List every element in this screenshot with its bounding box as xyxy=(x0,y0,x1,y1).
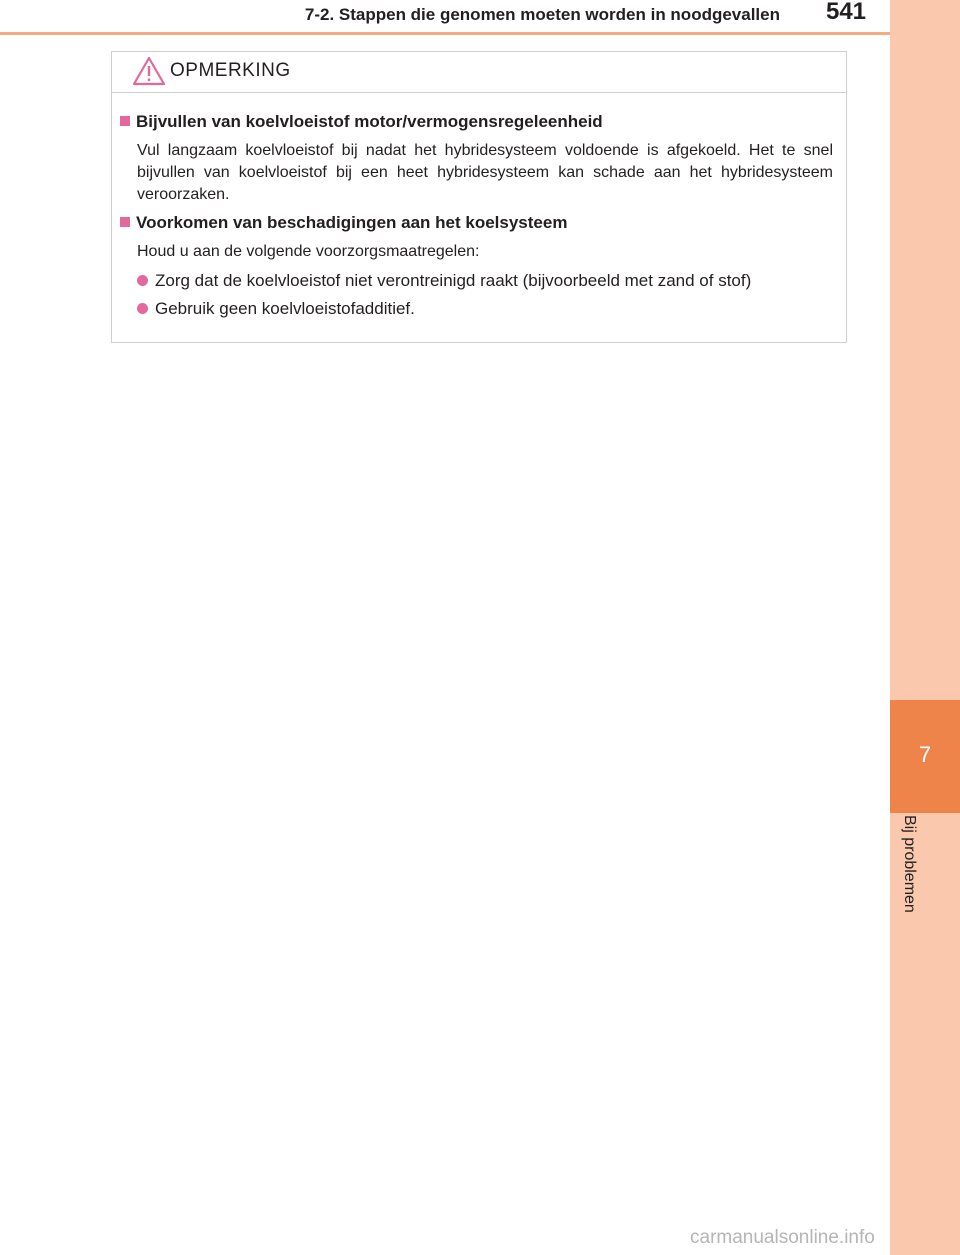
watermark: carmanualsonline.info xyxy=(690,1227,875,1248)
square-bullet-icon xyxy=(120,116,130,126)
section-paragraph: Vul langzaam koelvloeistof bij nadat het hybridesysteem voldoende is afgekoeld. Het te snel bijvullen van koelvloeistof bij een heet hybridesysteem kan schade aan het hybridesysteem veroorzaken. xyxy=(137,142,833,203)
notice-box xyxy=(111,51,847,343)
notice-title: OPMERKING xyxy=(170,60,291,81)
chapter-label: Bij problemen xyxy=(901,815,918,913)
section-heading xyxy=(120,111,603,133)
warning-triangle-icon xyxy=(132,56,166,86)
notice-header xyxy=(112,52,846,93)
section-title: 7-2. Stappen die genomen moeten worden in noodgevallen xyxy=(304,5,780,24)
section-heading-text: Bijvullen van koelvloeistof motor/vermogensregeleenheid xyxy=(136,112,603,131)
dot-bullet-icon xyxy=(137,275,148,286)
page-number: 541 xyxy=(825,0,867,25)
square-bullet-icon xyxy=(120,217,130,227)
side-tab xyxy=(890,0,960,1255)
header-divider xyxy=(0,32,890,35)
chapter-number: 7 xyxy=(918,742,932,767)
section-paragraph: Houd u aan de volgende voorzorgsmaatregelen: xyxy=(137,243,480,260)
list-item xyxy=(137,270,837,292)
list-item xyxy=(137,298,837,320)
section-heading xyxy=(120,212,567,234)
list-item-text: Zorg dat de koelvloeistof niet verontreinigd raakt (bijvoorbeeld met zand of stof) xyxy=(155,271,752,290)
section-heading-text: Voorkomen van beschadigingen aan het koelsysteem xyxy=(136,213,568,232)
dot-bullet-icon xyxy=(137,303,148,314)
list-item-text: Gebruik geen koelvloeistofadditief. xyxy=(155,299,415,318)
